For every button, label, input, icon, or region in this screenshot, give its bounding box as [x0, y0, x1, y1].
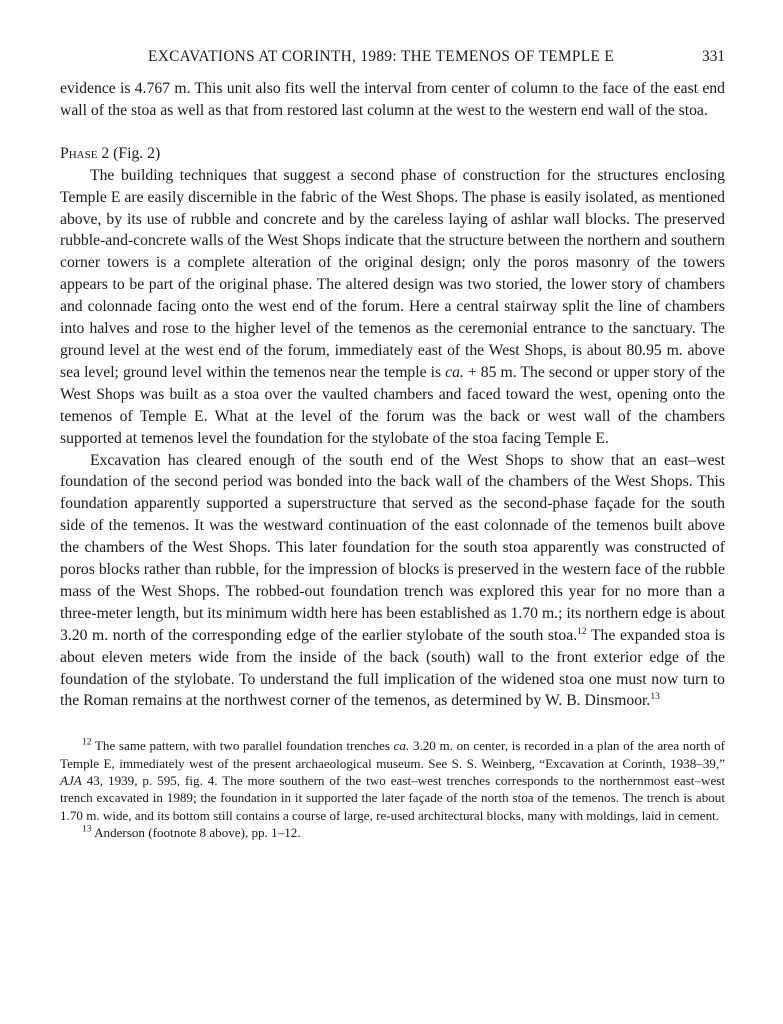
paragraph-2-part-a: Excavation has cleared enough of the south end of the West Shops to show that an east–west foundation of the second period was bonded into the back wall of the chambers of the West Shops. This foundation apparently supported a superstructure that served as the second-phase façade for the south side of the temenos. It was the westward continuation of the east colonnade of the temenos built above the chambers of the West Shops. This later foundation for the south stoa apparently was constructed of poros blocks rather than rubble, for the impression of blocks is preserved in the western face of the rubble mass of the West Shops. The robbed-out foundation trench was explored this year for no more than a three-meter length, but its minimum width here has been established as 1.70 m.; its northern edge is about 3.20 m. north of the corresponding edge of the earlier stylobate of the south stoa. [60, 451, 725, 644]
section-heading [60, 143, 725, 165]
paragraph-1-part-a: The building techniques that suggest a second phase of construction for the structures enclosing Temple E are easily discernible in the fabric of the West Shops. The phase is easily isolated, as mentioned above, by its use of rubble and concrete and by the careless laying of ashlar wall blocks. The preserved rubble-and-concrete walls of the West Shops indicate that the structure between the northern and southern corner towers is a complete alteration of the original design; only the poros masonry of the towers appears to be part of the original phase. The altered design was two storied, the lower story of chambers and colonnade facing onto the west end of the forum. Here a central stairway split the line of chambers into halves and rose to the higher level of the temenos as the ceremonial entrance to the sanctuary. The ground level at the west end of the forum, immediately east of the West Shops, is about 80.95 m. above sea level; ground level within the temenos near the temple is [60, 166, 725, 381]
page-number: 331 [702, 48, 725, 65]
paragraph-1-ca: ca. [445, 363, 464, 381]
footnote-13-marker: 13 [82, 824, 92, 835]
continuation-paragraph: evidence is 4.767 m. This unit also fits well the interval from center of column to the face of the east end wall of the stoa as well as that from restored last column at the west to the western end wall of the stoa. [60, 80, 725, 119]
section-label: Phase [60, 144, 98, 162]
footnote-ref-12: 12 [577, 626, 587, 637]
footnote-12-part-b: 3.20 m. on center, is recorded in a plan of the area north of Temple E, immediately west of the present archaeological museum. See S. S. Weinberg, “Excavation at Corinth, 1938–39,” [60, 738, 725, 771]
section-figure-ref: (Fig. 2) [113, 144, 161, 162]
footnote-12-marker: 12 [82, 738, 92, 749]
footnote-12-part-a: The same pattern, with two parallel foundation trenches [94, 738, 390, 754]
running-head [148, 48, 725, 78]
paragraph-phase2-intro [60, 165, 725, 450]
paragraph-2-part-b: The expanded stoa is about eleven meters wide from the inside of the back (south) wall to the front exterior edge of the foundation of the stylobate. To understand the full implication of the widened stoa one must now turn to the Roman remains at the northwest corner of the temenos, as determined by W. B. Dinsmoor. [60, 626, 726, 710]
running-head-title: EXCAVATIONS AT CORINTH, 1989: THE TEMENOS OF TEMPLE E [148, 48, 615, 65]
paragraph-1-part-b: + 85 m. The second or upper story of the West Shops was built as a stoa over the vaulted chambers and faced toward the west, opening onto the temenos of Temple E. What at the level of the forum was the back or west wall of the chambers supported at temenos level the foundation for the stylobate of the stoa facing Temple E. [60, 363, 726, 447]
footnote-13 [60, 824, 725, 841]
footnote-13-text: Anderson (footnote 8 above), pp. 1–12. [94, 824, 301, 840]
footnote-12 [60, 737, 725, 823]
page [60, 48, 725, 841]
footnote-12-ca: ca. [393, 738, 410, 754]
footnote-12-journal: AJA [60, 772, 82, 788]
section-number: 2 [101, 144, 110, 162]
footnotes [60, 737, 725, 841]
footnote-12-part-c: 43, 1939, p. 595, fig. 4. The more southern of the two east–west trenches corresponds to the northernmost east–west trench excavated in 1989; the foundation in it supported the later façade of the north stoa of the temenos. The trench is about 1.70 m. wide, and its bottom still contains a course of large, re-used architectural blocks, many with moldings, laid in cement. [60, 772, 725, 823]
footnote-ref-13: 13 [650, 692, 660, 703]
paragraph-south-stoa [60, 450, 725, 713]
